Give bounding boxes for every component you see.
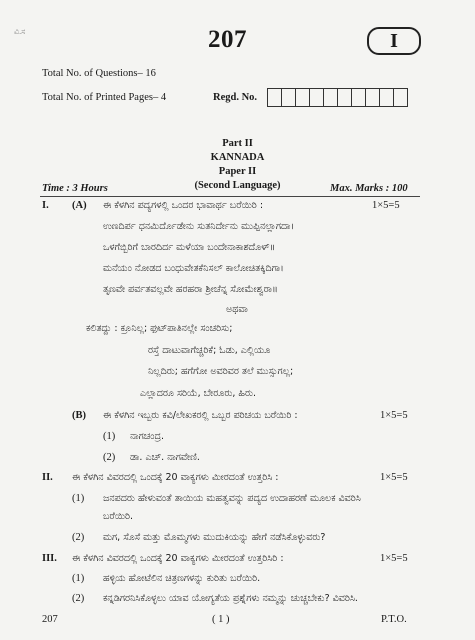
q2-marks: 1×5=5 [380, 472, 408, 483]
poem2-line: ಕಲಿತದ್ದು : ಕ್ರೂನಿಲ್ಲ; ಫುಟ್‌ಪಾತಿನಲ್ಲೇ ಸಂಚರಿಸು; [86, 323, 233, 334]
subject-title: KANNADA [210, 152, 265, 163]
q3-option-number: (2) [72, 593, 85, 604]
poem1-line: ಮನೆಯಂ ನೋಡದ ಬಂಧುವೇತಕೆನಿಸಲ್ ಕಾಲೋಚಿತಕ್ಕಿದಿಗಾ। [103, 263, 284, 274]
q1a-label: (A) [72, 200, 87, 211]
paper-title: Paper II [218, 166, 257, 177]
series-badge: I [367, 27, 421, 55]
q1b-option-number: (2) [103, 452, 116, 463]
poem1-line: ಒಳಗೆಬ್ಬಿರಿಗೆ ಬಾರದಿರ್ದ ಮಳೆಯಾ ಬಂದೇನಾಕಾಶದೊಳ್॥ [103, 242, 276, 253]
regd-label: Regd. No. [213, 92, 258, 103]
q2-option-number: (1) [72, 493, 85, 504]
q3-option-number: (1) [72, 573, 85, 584]
poem1-line: ತೃಣವೇ ಪರ್ವತವಲ್ಲವೇ ಹರಹರಾ ಶ್ರೀಚೆನ್ನ ಸೋಮೇಶ್ವರಾ॥ [103, 284, 278, 295]
max-marks-label: Max. Marks : 100 [330, 183, 408, 194]
q1a-marks: 1×5=5 [372, 200, 400, 211]
q2-option-text: ಬರೆಯಿರಿ. [103, 511, 134, 522]
pencil-mark: ವಿ.ಸ [14, 27, 26, 36]
q1-number: I. [42, 200, 49, 211]
time-label: Time : 3 Hours [42, 183, 108, 194]
header-rule [40, 196, 420, 197]
q1b-marks: 1×5=5 [380, 410, 408, 421]
q1b-option-number: (1) [103, 431, 116, 442]
q1b-text: ಈ ಕೆಳಗಿನ ಇಬ್ಬರು ಕವಿ/ಲೇಖಕರಲ್ಲಿ ಒಬ್ಬರ ಪರಿಚಯ ಬರೆಯಿರಿ : [103, 410, 298, 421]
q3-number: III. [42, 553, 57, 564]
paper-code: 207 [208, 26, 247, 53]
pto-label: P.T.O. [381, 614, 407, 625]
poem2-line: ನಿಲ್ಲದಿರು; ಹಗೆಗೋ ಅವರಿವರ ತಲೆ ಮುಸ್ಸುಗಲ್ಲ; [148, 366, 294, 377]
q3-option-text: ಕನ್ನಡಿಗರನಿಸಿಕೊಳ್ಳಲು ಯಾವ ಯೋಗ್ಯತೆಯ ಪ್ರಶ್ನೆಗಳು ನಮ್ಮನ್ನು ಚುಚ್ಚಬೇಕು? ವಿವರಿಸಿ. [103, 593, 358, 604]
poem2-line: ರಸ್ತೆ ದಾಟುವಾಗೆಚ್ಚರಿಕೆ; ಓಡು, ಎಲ್ಲಿಯೂ [148, 345, 271, 356]
total-pages: Total No. of Printed Pages– 4 [42, 92, 167, 103]
q2-option-text: ಜನಪದರು ಹೇಳುವಂತೆ ತಾಯಿಯ ಮಹತ್ವವನ್ನು ಪದ್ಯದ ಉದಾಹರಣೆ ಮೂಲಕ ವಿವರಿಸಿ [103, 493, 361, 504]
q3-text: ಈ ಕೆಳಗಿನ ವಿವರದಲ್ಲಿ ಒಂದಕ್ಕೆ 20 ವಾಕ್ಯಗಳು ಮೀರದಂತೆ ಉತ್ತರಿಸಿರಿ : [72, 553, 284, 564]
language-title: (Second Language) [194, 180, 281, 191]
footer-code: 207 [42, 614, 58, 625]
q3-option-text: ಹಳ್ಳಿಯ ಹೋಟೆಲಿನ ಚಿತ್ರಣಗಳನ್ನು ಕುರಿತು ಬರೆಯಿರಿ. [103, 573, 261, 584]
part-title: Part II [222, 138, 253, 149]
total-questions: Total No. of Questions– 16 [42, 68, 156, 79]
page-number: ( 1 ) [212, 614, 230, 625]
q2-option-number: (2) [72, 532, 85, 543]
q1b-label: (B) [72, 410, 86, 421]
q2-number: II. [42, 472, 53, 483]
q1b-option-text: ನಾಗಚಂದ್ರ. [130, 431, 165, 442]
q2-text: ಈ ಕೆಳಗಿನ ವಿವರದಲ್ಲಿ ಒಂದಕ್ಕೆ 20 ವಾಕ್ಯಗಳು ಮೀರದಂತೆ ಉತ್ತರಿಸಿ : [72, 472, 279, 483]
poem2-line: ಎಲ್ಲಾದರೂ ಸರಿಯೆ, ಬೇರೂರು, ಹಿರು. [140, 388, 257, 399]
or-label: ಅಥವಾ [226, 304, 248, 315]
q3-marks: 1×5=5 [380, 553, 408, 564]
q1b-option-text: ಡಾ. ಎಚ್. ನಾಗವೇಣಿ. [130, 452, 200, 463]
regd-number-boxes [268, 88, 408, 107]
q2-option-text: ಮಗ, ಸೊಸೆ ಮತ್ತು ಮೊಮ್ಮಗಳು ಮುದುಕಿಯನ್ನು ಹೇಗೆ ನಡೆಸಿಕೊಳ್ಳುವರು? [103, 532, 326, 543]
poem1-line: ಉಣದಿರ್ಪ ಧನಮಿರ್ದೊಡೇನು ಸುತನಿರ್ದೇನು ಮುಪ್ಪಿನಲ್ಲಾಗದಾ। [103, 221, 295, 232]
q1a-text: ಈ ಕೆಳಗಿನ ಪದ್ಯಗಳಲ್ಲಿ ಒಂದರ ಭಾವಾರ್ಥ ಬರೆಯಿರಿ : [103, 200, 264, 211]
